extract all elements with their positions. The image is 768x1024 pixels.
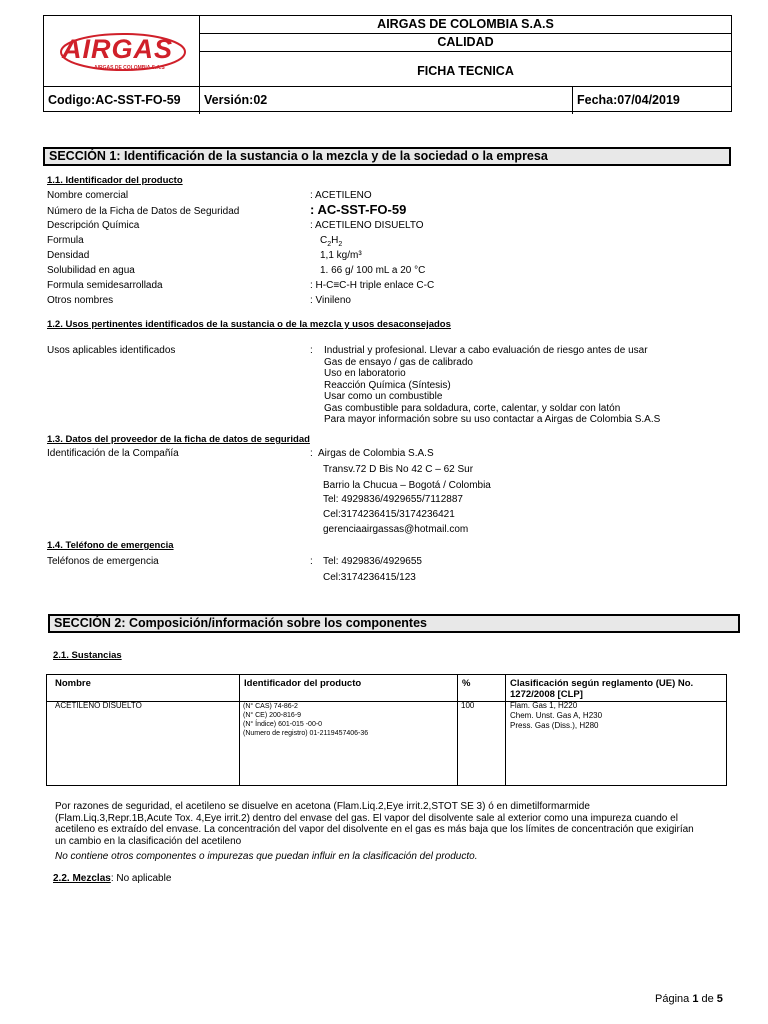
table-cell-classification xyxy=(510,701,602,731)
list-item: Usar como un combustible xyxy=(324,391,443,402)
list-item: Uso en laboratorio xyxy=(324,368,406,379)
supplier-address: Transv.72 D Bis No 42 C – 62 Sur xyxy=(323,464,474,475)
identifier-line: (N° Índice) 601-015 -00-0 xyxy=(243,721,323,728)
logo xyxy=(44,16,200,86)
document-version: Versión:02 xyxy=(200,87,573,114)
list-item: Industrial y profesional. Llevar a cabo evaluación de riesgo antes de usar xyxy=(324,345,648,356)
current-page: 1 xyxy=(692,993,699,1005)
identifier-line: (N° CE) 200-816-9 xyxy=(243,712,302,719)
field-label: Descripción Química xyxy=(47,220,140,231)
table-header-classification: Clasificación según reglamento (UE) No. 1272/2008 [CLP] xyxy=(510,678,694,700)
page-prefix: Página xyxy=(655,993,693,1005)
field-colon: : xyxy=(310,556,313,567)
table-header-divider xyxy=(47,701,726,702)
uses-list xyxy=(324,345,660,426)
logo-subtitle: AIRGAS DE COLOMBIA S.A.S xyxy=(94,65,165,71)
classification-line: Press. Gas (Diss.), H280 xyxy=(510,721,599,730)
page-mid: de xyxy=(698,993,717,1005)
field-label: Solubilidad en agua xyxy=(47,265,135,276)
paragraph-line: acetileno es extraído del envase. La concentración del vapor del disolvente en el gas es más baja que los límites de concentración que exigirían xyxy=(55,824,694,835)
supplier-email: gerenciaairgassas@hotmail.com xyxy=(323,524,469,535)
identifier-line: (Numero de registro) 01-2119457406-36 xyxy=(243,730,369,737)
table-divider xyxy=(505,675,506,785)
table-divider xyxy=(457,675,458,785)
field-label: Usos aplicables identificados xyxy=(47,345,176,356)
list-item: Gas de ensayo / gas de calibrado xyxy=(324,356,473,368)
subsection-1-1-title: 1.1. Identificador del producto xyxy=(47,175,183,186)
list-item: Reacción Química (Síntesis) xyxy=(324,379,451,391)
components-table xyxy=(46,674,727,786)
paragraph-line: un cambio en la clasificación del acetileno xyxy=(55,835,242,847)
field-value: 1,1 kg/m³ xyxy=(320,250,362,261)
field-label: Densidad xyxy=(47,250,90,261)
field-label: Identificación de la Compañía xyxy=(47,448,179,459)
field-value-formula: $C_2H_2$ xyxy=(320,235,343,248)
field-label: Otros nombres xyxy=(47,295,114,306)
supplier-name: Airgas de Colombia S.A.S xyxy=(318,448,434,459)
table-divider xyxy=(239,675,240,785)
supplier-phone: Tel: 4929836/4929655/7112887 xyxy=(323,494,463,505)
paragraph-line: Por razones de seguridad, el acetileno se disuelve en acetona (Flam.Liq.2,Eye irrit.2,STOT SE 3) ó en dimetilformarmide xyxy=(55,801,590,812)
table-cell-identifiers xyxy=(243,702,368,738)
department: CALIDAD xyxy=(200,33,731,52)
emergency-mobile: Cel:3174236415/123 xyxy=(323,572,416,583)
subsection-1-3-title: 1.3. Datos del proveedor de la ficha de datos de seguridad xyxy=(47,434,310,445)
field-label: Nombre comercial xyxy=(47,190,129,201)
company-name: AIRGAS DE COLOMBIA S.A.S xyxy=(200,16,731,34)
field-colon: : xyxy=(310,345,313,356)
field-colon: : xyxy=(310,448,313,459)
table-cell-name: ACETILENO DISUELTO xyxy=(55,701,142,710)
field-value: 1. 66 g/ 100 mL a 20 °C xyxy=(320,265,426,276)
field-value: : Vinileno xyxy=(310,295,351,306)
document-date: Fecha:07/04/2019 xyxy=(577,93,680,107)
document-type: FICHA TECNICA xyxy=(417,64,514,78)
subsection-2-1-title: 2.1. Sustancias xyxy=(53,650,122,661)
table-header-name: Nombre xyxy=(55,678,91,689)
table-cell-percent: 100 xyxy=(461,701,475,710)
supplier-city: Barrio la Chucua – Bogotá / Colombia xyxy=(323,480,491,491)
field-value: : ACETILENO xyxy=(310,190,372,201)
solvent-paragraph xyxy=(55,801,727,847)
section-1-title: SECCIÓN 1: Identificación de la sustancia o la mezcla y de la sociedad o la empresa xyxy=(43,147,731,166)
table-header-percent: % xyxy=(462,678,471,689)
document-code: Codigo:AC-SST-FO-59 xyxy=(44,87,200,114)
subsection-1-4-title: 1.4. Teléfono de emergencia xyxy=(47,540,174,551)
paragraph-line: (Flam.Liq.3,Repr.1B,Acute Tox. 4,Eye irrit.2) dentro del envase del gas. El vapor del disolvente sale al exterior como una impureza cuando el xyxy=(55,812,678,824)
field-label: Formula xyxy=(47,235,84,246)
identifier-line: (N° CAS) 74-86-2 xyxy=(243,703,298,710)
field-value: : H-C≡C-H triple enlace C-C xyxy=(310,280,435,291)
list-item: Para mayor información sobre su uso contactar a Airgas de Colombia S.A.S xyxy=(324,414,661,425)
field-label: Teléfonos de emergencia xyxy=(47,556,159,567)
total-pages: 5 xyxy=(716,993,723,1005)
subsection-1-2-title: 1.2. Usos pertinentes identificados de la sustancia o de la mezcla y usos desaconsejados xyxy=(47,319,451,330)
document-header xyxy=(43,15,732,112)
section-2-title: SECCIÓN 2: Composición/información sobre los componentes xyxy=(48,614,740,633)
logo-wordmark: AIRGAS xyxy=(62,34,174,64)
field-label: Número de la Ficha de Datos de Seguridad xyxy=(47,206,240,217)
field-value: : ACETILENO DISUELTO xyxy=(310,220,424,231)
mixtures-value: : No aplicable xyxy=(110,873,172,884)
page-number xyxy=(655,993,723,1005)
classification-line: Chem. Unst. Gas A, H230 xyxy=(510,711,603,720)
classification-line: Flam. Gas 1, H220 xyxy=(510,701,578,710)
impurities-note: No contiene otros componentes o impurezas que puedan influir en la clasificación del producto. xyxy=(55,851,478,862)
list-item: Gas combustible para soldadura, corte, calentar, y soldar con latón xyxy=(324,402,621,414)
table-header-identifier: Identificador del producto xyxy=(244,678,362,689)
supplier-mobile: Cel:3174236415/3174236421 xyxy=(323,509,455,520)
mixtures-label: 2.2. Mezclas xyxy=(53,873,111,884)
mixtures-line xyxy=(53,873,171,884)
field-label: Formula semidesarrollada xyxy=(47,280,163,291)
emergency-phone: Tel: 4929836/4929655 xyxy=(323,556,422,567)
header-meta-row xyxy=(44,86,731,114)
field-value-sds-number: : AC-SST-FO-59 xyxy=(310,202,407,217)
